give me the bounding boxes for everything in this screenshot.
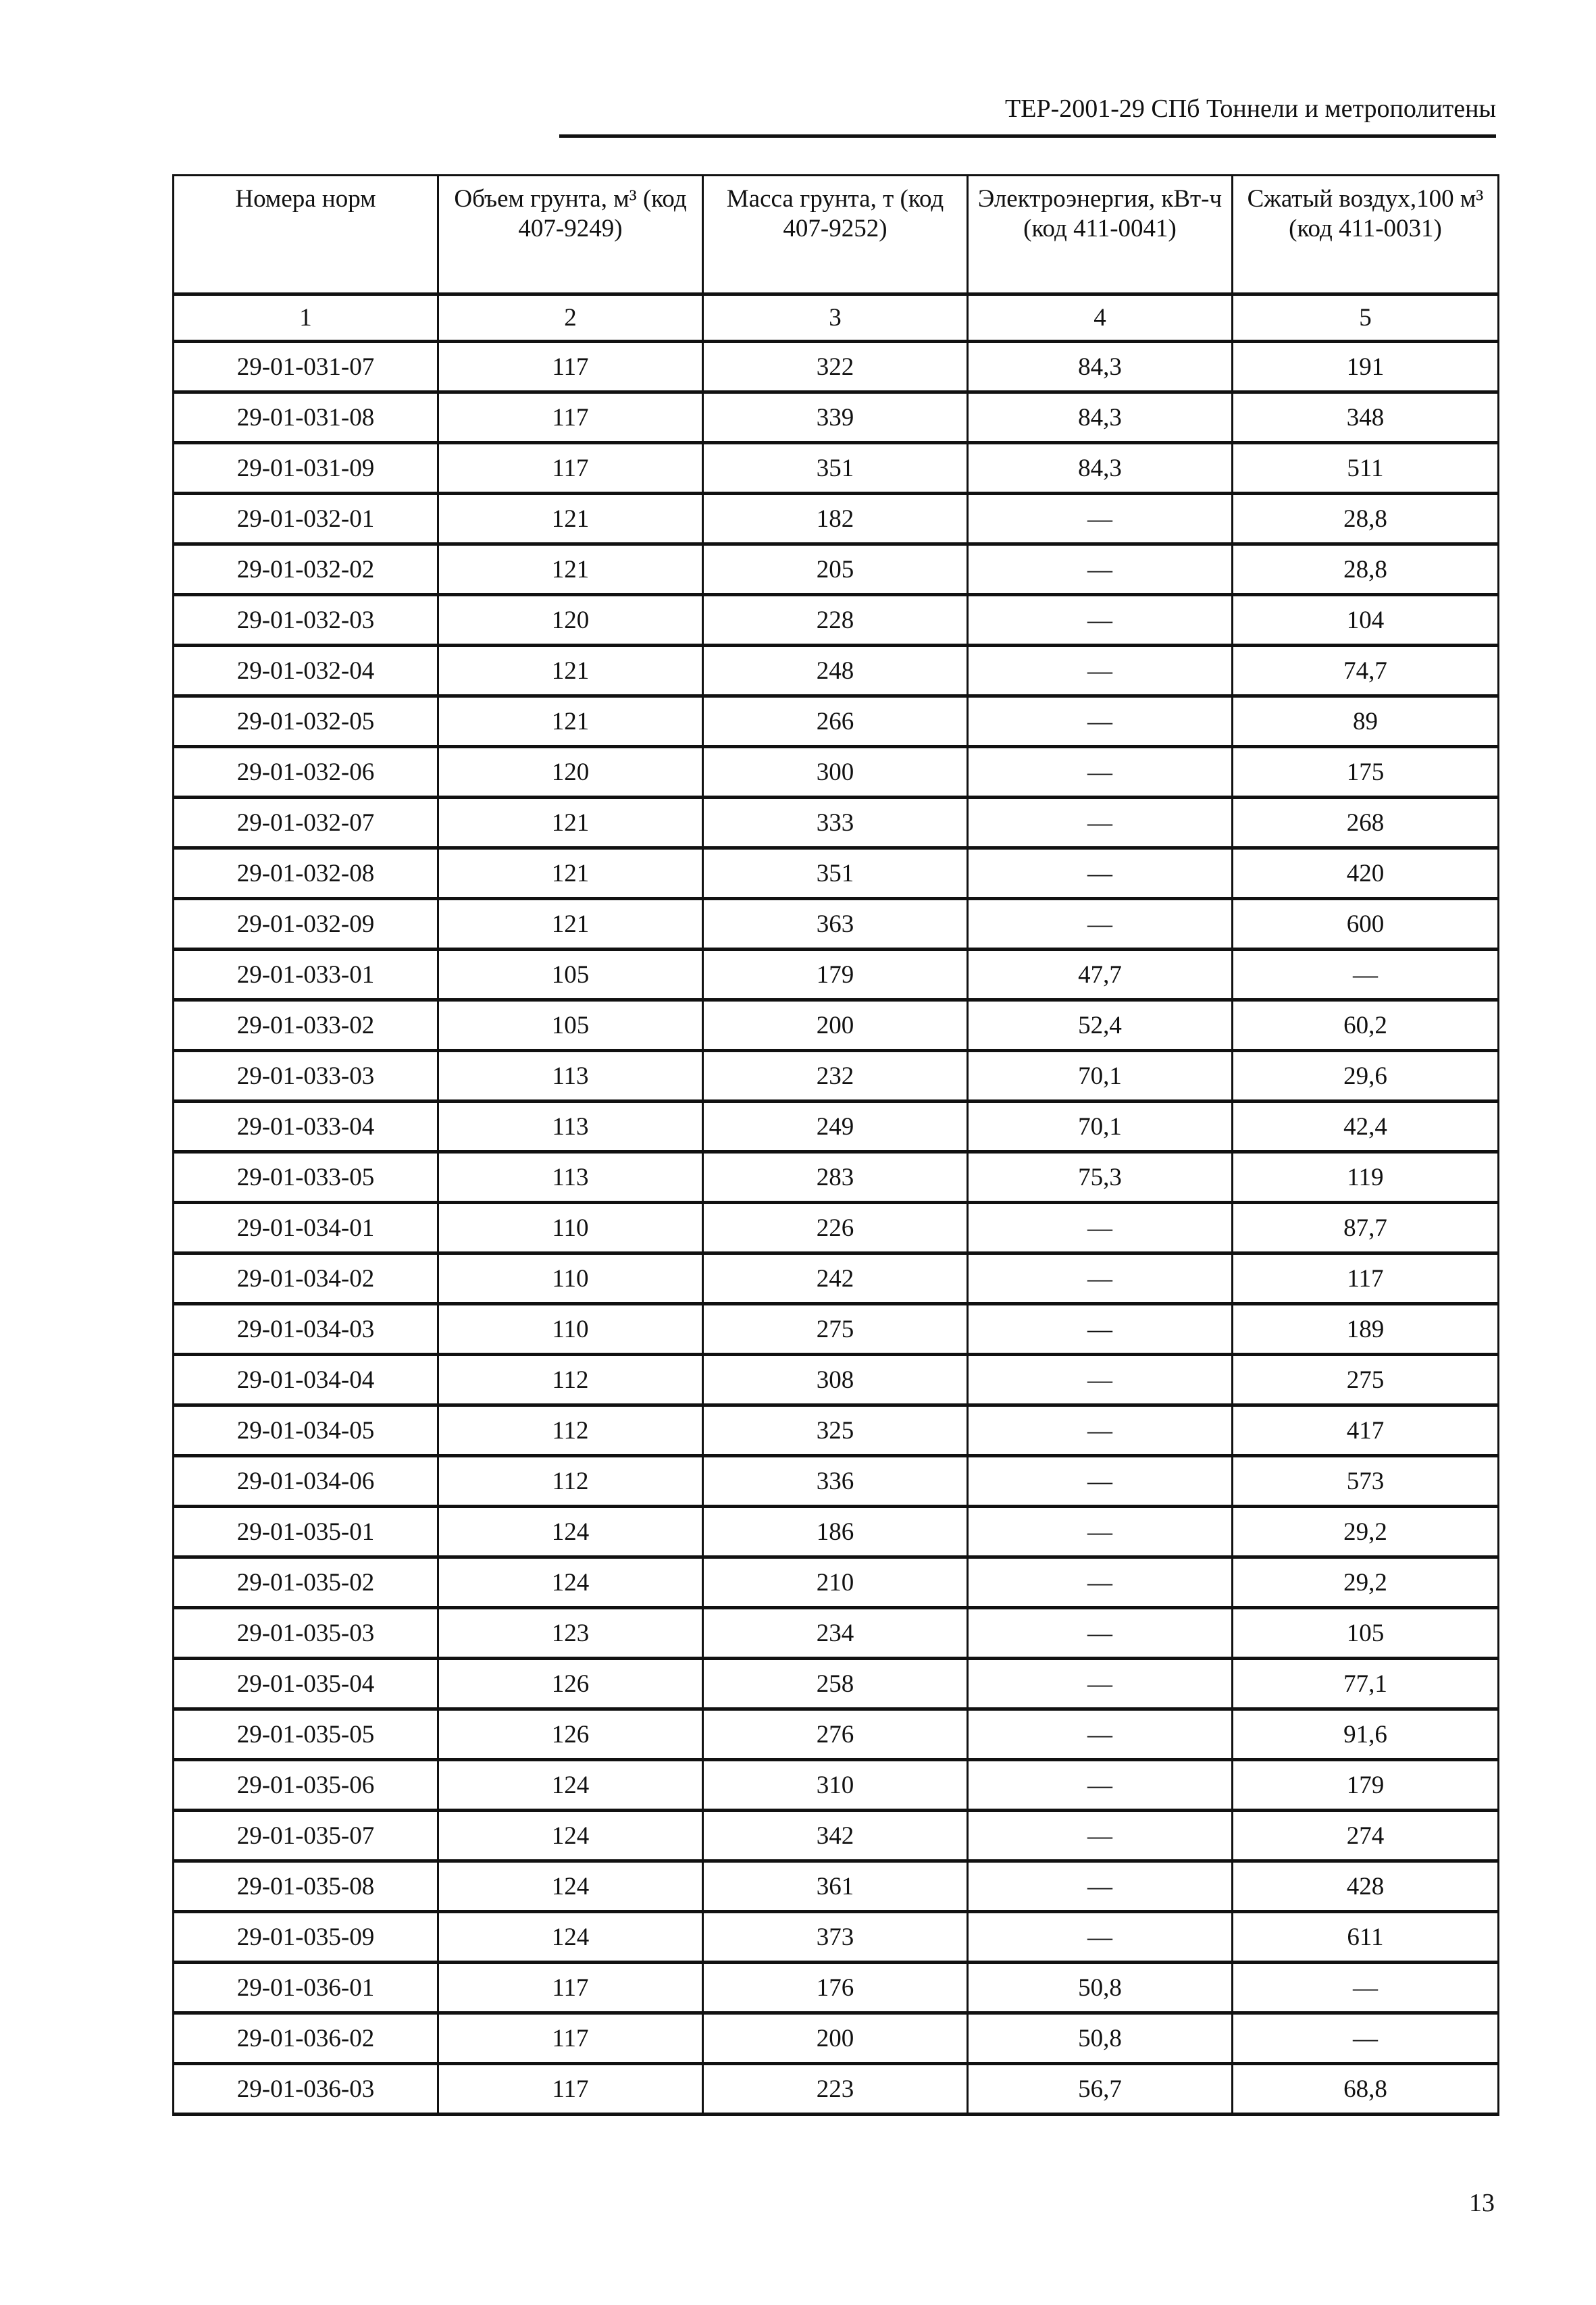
table-row (174, 1405, 1499, 1456)
table-row (174, 1456, 1499, 1507)
value-cell: 29,2 (1233, 1557, 1499, 1608)
norm-code-cell: 29-01-034-04 (174, 1355, 438, 1405)
value-cell: 124 (438, 1861, 703, 1912)
value-cell: 74,7 (1233, 646, 1499, 696)
value-cell: 56,7 (968, 2064, 1233, 2115)
value-cell: 308 (703, 1355, 968, 1405)
norm-code-cell: 29-01-032-06 (174, 747, 438, 798)
value-cell: 50,8 (968, 1963, 1233, 2013)
value-cell: 113 (438, 1152, 703, 1203)
value-cell: 68,8 (1233, 2064, 1499, 2115)
norm-code-cell: 29-01-032-02 (174, 544, 438, 595)
column-header: Электроэнергия, кВт-ч (код 411-0041) (968, 176, 1233, 294)
value-cell: 210 (703, 1557, 968, 1608)
value-cell: 124 (438, 1557, 703, 1608)
table-row (174, 494, 1499, 544)
value-cell: 112 (438, 1355, 703, 1405)
document-header-title: ТЕР-2001-29 СПб Тоннели и метрополитены (1005, 95, 1496, 123)
value-cell: 325 (703, 1405, 968, 1456)
table-row (174, 1203, 1499, 1253)
value-cell: — (968, 1203, 1233, 1253)
value-cell: 274 (1233, 1811, 1499, 1861)
value-cell: 113 (438, 1051, 703, 1102)
value-cell: 105 (438, 950, 703, 1000)
value-cell: 351 (703, 848, 968, 899)
value-cell: 112 (438, 1456, 703, 1507)
table-row (174, 1861, 1499, 1912)
table-row (174, 747, 1499, 798)
column-header: Объем грунта, м³ (код 407-9249) (438, 176, 703, 294)
value-cell: 121 (438, 696, 703, 747)
norms-table (172, 174, 1499, 2116)
value-cell: 268 (1233, 798, 1499, 848)
value-cell: 300 (703, 747, 968, 798)
value-cell: — (968, 1608, 1233, 1659)
value-cell: — (968, 1304, 1233, 1355)
value-cell: — (968, 1557, 1233, 1608)
norm-code-cell: 29-01-035-07 (174, 1811, 438, 1861)
header-rule (559, 134, 1496, 138)
value-cell: 417 (1233, 1405, 1499, 1456)
value-cell: 121 (438, 544, 703, 595)
value-cell: — (968, 848, 1233, 899)
norm-code-cell: 29-01-035-01 (174, 1507, 438, 1557)
value-cell: 200 (703, 1000, 968, 1051)
value-cell: 60,2 (1233, 1000, 1499, 1051)
value-cell: 121 (438, 798, 703, 848)
value-cell: 121 (438, 494, 703, 544)
value-cell: 42,4 (1233, 1102, 1499, 1152)
value-cell: 351 (703, 443, 968, 494)
column-header: Сжатый воздух,100 м³ (код 411-0031) (1233, 176, 1499, 294)
table-row (174, 342, 1499, 392)
value-cell: 87,7 (1233, 1203, 1499, 1253)
value-cell: — (1233, 950, 1499, 1000)
value-cell: 373 (703, 1912, 968, 1963)
value-cell: 176 (703, 1963, 968, 2013)
value-cell: 228 (703, 595, 968, 646)
norm-code-cell: 29-01-035-06 (174, 1760, 438, 1811)
norm-code-cell: 29-01-033-03 (174, 1051, 438, 1102)
table-row (174, 1253, 1499, 1304)
value-cell: 126 (438, 1709, 703, 1760)
value-cell: — (968, 595, 1233, 646)
value-cell: 119 (1233, 1152, 1499, 1203)
norm-code-cell: 29-01-034-05 (174, 1405, 438, 1456)
norm-code-cell: 29-01-035-02 (174, 1557, 438, 1608)
value-cell: 124 (438, 1811, 703, 1861)
table-row (174, 1608, 1499, 1659)
norm-code-cell: 29-01-036-03 (174, 2064, 438, 2115)
table-row (174, 1304, 1499, 1355)
value-cell: 179 (703, 950, 968, 1000)
value-cell: 120 (438, 747, 703, 798)
table-row (174, 899, 1499, 950)
norm-code-cell: 29-01-033-05 (174, 1152, 438, 1203)
value-cell: 29,6 (1233, 1051, 1499, 1102)
value-cell: 70,1 (968, 1051, 1233, 1102)
value-cell: 258 (703, 1659, 968, 1709)
value-cell: 336 (703, 1456, 968, 1507)
norm-code-cell: 29-01-035-09 (174, 1912, 438, 1963)
value-cell: — (968, 798, 1233, 848)
table-row (174, 950, 1499, 1000)
value-cell: — (968, 747, 1233, 798)
value-cell: 363 (703, 899, 968, 950)
norm-code-cell: 29-01-032-05 (174, 696, 438, 747)
norm-code-cell: 29-01-032-03 (174, 595, 438, 646)
norm-code-cell: 29-01-031-09 (174, 443, 438, 494)
value-cell: 179 (1233, 1760, 1499, 1811)
norm-code-cell: 29-01-032-07 (174, 798, 438, 848)
value-cell: 205 (703, 544, 968, 595)
value-cell: 333 (703, 798, 968, 848)
table-row (174, 1102, 1499, 1152)
value-cell: 242 (703, 1253, 968, 1304)
value-cell: 104 (1233, 595, 1499, 646)
norm-code-cell: 29-01-033-01 (174, 950, 438, 1000)
value-cell: 223 (703, 2064, 968, 2115)
value-cell: — (968, 1709, 1233, 1760)
value-cell: 249 (703, 1102, 968, 1152)
value-cell: — (1233, 1963, 1499, 2013)
table-row (174, 1760, 1499, 1811)
value-cell: — (968, 1659, 1233, 1709)
value-cell: — (968, 1912, 1233, 1963)
value-cell: 84,3 (968, 342, 1233, 392)
column-number: 3 (703, 294, 968, 342)
value-cell: 28,8 (1233, 544, 1499, 595)
value-cell: 110 (438, 1203, 703, 1253)
value-cell: 234 (703, 1608, 968, 1659)
table-row (174, 1152, 1499, 1203)
norm-code-cell: 29-01-034-06 (174, 1456, 438, 1507)
table-row (174, 1963, 1499, 2013)
column-number: 2 (438, 294, 703, 342)
value-cell: 113 (438, 1102, 703, 1152)
value-cell: — (968, 646, 1233, 696)
value-cell: 70,1 (968, 1102, 1233, 1152)
value-cell: 117 (438, 2064, 703, 2115)
value-cell: — (968, 1405, 1233, 1456)
value-cell: 126 (438, 1659, 703, 1709)
column-header: Масса грунта, т (код 407-9252) (703, 176, 968, 294)
value-cell: 266 (703, 696, 968, 747)
value-cell: 110 (438, 1253, 703, 1304)
table-row (174, 1557, 1499, 1608)
value-cell: 275 (1233, 1355, 1499, 1405)
value-cell: 191 (1233, 342, 1499, 392)
value-cell: 428 (1233, 1861, 1499, 1912)
table-row (174, 1659, 1499, 1709)
table-row (174, 1811, 1499, 1861)
value-cell: 121 (438, 899, 703, 950)
value-cell: 342 (703, 1811, 968, 1861)
value-cell: 322 (703, 342, 968, 392)
value-cell: — (968, 899, 1233, 950)
value-cell: 75,3 (968, 1152, 1233, 1203)
page-number: 13 (1469, 2189, 1495, 2217)
value-cell: 573 (1233, 1456, 1499, 1507)
value-cell: 123 (438, 1608, 703, 1659)
value-cell: 420 (1233, 848, 1499, 899)
value-cell: 124 (438, 1760, 703, 1811)
table-row (174, 544, 1499, 595)
norm-code-cell: 29-01-031-08 (174, 392, 438, 443)
table-row (174, 1507, 1499, 1557)
value-cell: 186 (703, 1507, 968, 1557)
column-number: 4 (968, 294, 1233, 342)
norm-code-cell: 29-01-035-04 (174, 1659, 438, 1709)
value-cell: 47,7 (968, 950, 1233, 1000)
value-cell: 117 (438, 1963, 703, 2013)
value-cell: 110 (438, 1304, 703, 1355)
table-row (174, 646, 1499, 696)
value-cell: 189 (1233, 1304, 1499, 1355)
column-header: Номера норм (174, 176, 438, 294)
table-row (174, 2013, 1499, 2064)
norm-code-cell: 29-01-035-08 (174, 1861, 438, 1912)
table-row (174, 798, 1499, 848)
value-cell: 283 (703, 1152, 968, 1203)
table-row (174, 1000, 1499, 1051)
norm-code-cell: 29-01-036-02 (174, 2013, 438, 2064)
norm-code-cell: 29-01-035-05 (174, 1709, 438, 1760)
column-number-row (174, 294, 1499, 342)
value-cell: — (968, 1507, 1233, 1557)
value-cell: 84,3 (968, 392, 1233, 443)
norm-code-cell: 29-01-033-02 (174, 1000, 438, 1051)
norm-code-cell: 29-01-034-03 (174, 1304, 438, 1355)
value-cell: — (968, 544, 1233, 595)
value-cell: 124 (438, 1912, 703, 1963)
value-cell: 117 (438, 2013, 703, 2064)
value-cell: — (968, 1253, 1233, 1304)
norm-code-cell: 29-01-036-01 (174, 1963, 438, 2013)
norm-code-cell: 29-01-032-01 (174, 494, 438, 544)
table-row (174, 1355, 1499, 1405)
value-cell: 361 (703, 1861, 968, 1912)
norm-code-cell: 29-01-032-08 (174, 848, 438, 899)
column-number: 1 (174, 294, 438, 342)
value-cell: 105 (1233, 1608, 1499, 1659)
value-cell: 89 (1233, 696, 1499, 747)
table-row (174, 392, 1499, 443)
value-cell: — (968, 1760, 1233, 1811)
table-row (174, 696, 1499, 747)
table-row (174, 848, 1499, 899)
norm-code-cell: 29-01-032-09 (174, 899, 438, 950)
norm-code-cell: 29-01-031-07 (174, 342, 438, 392)
value-cell: 105 (438, 1000, 703, 1051)
value-cell: — (968, 696, 1233, 747)
value-cell: 226 (703, 1203, 968, 1253)
value-cell: 175 (1233, 747, 1499, 798)
value-cell: 117 (438, 392, 703, 443)
value-cell: 276 (703, 1709, 968, 1760)
value-cell: 121 (438, 646, 703, 696)
norm-code-cell: 29-01-034-01 (174, 1203, 438, 1253)
value-cell: 200 (703, 2013, 968, 2064)
table-row (174, 443, 1499, 494)
value-cell: 124 (438, 1507, 703, 1557)
value-cell: 117 (438, 342, 703, 392)
table-row (174, 1912, 1499, 1963)
table-row (174, 595, 1499, 646)
norm-code-cell: 29-01-034-02 (174, 1253, 438, 1304)
value-cell: — (968, 1355, 1233, 1405)
table-row (174, 2064, 1499, 2115)
value-cell: 310 (703, 1760, 968, 1811)
value-cell: 275 (703, 1304, 968, 1355)
column-number: 5 (1233, 294, 1499, 342)
value-cell: — (1233, 2013, 1499, 2064)
value-cell: — (968, 1811, 1233, 1861)
table-header-row (174, 176, 1499, 294)
value-cell: 348 (1233, 392, 1499, 443)
value-cell: 182 (703, 494, 968, 544)
table-row (174, 1051, 1499, 1102)
value-cell: 232 (703, 1051, 968, 1102)
value-cell: 52,4 (968, 1000, 1233, 1051)
norm-code-cell: 29-01-035-03 (174, 1608, 438, 1659)
value-cell: 511 (1233, 443, 1499, 494)
value-cell: 29,2 (1233, 1507, 1499, 1557)
value-cell: 112 (438, 1405, 703, 1456)
value-cell: 121 (438, 848, 703, 899)
value-cell: 117 (438, 443, 703, 494)
value-cell: 50,8 (968, 2013, 1233, 2064)
value-cell: 77,1 (1233, 1659, 1499, 1709)
value-cell: 611 (1233, 1912, 1499, 1963)
norm-code-cell: 29-01-033-04 (174, 1102, 438, 1152)
value-cell: — (968, 494, 1233, 544)
value-cell: 84,3 (968, 443, 1233, 494)
value-cell: 248 (703, 646, 968, 696)
value-cell: — (968, 1456, 1233, 1507)
value-cell: 339 (703, 392, 968, 443)
value-cell: 91,6 (1233, 1709, 1499, 1760)
value-cell: — (968, 1861, 1233, 1912)
table-row (174, 1709, 1499, 1760)
value-cell: 117 (1233, 1253, 1499, 1304)
value-cell: 28,8 (1233, 494, 1499, 544)
norm-code-cell: 29-01-032-04 (174, 646, 438, 696)
value-cell: 120 (438, 595, 703, 646)
value-cell: 600 (1233, 899, 1499, 950)
